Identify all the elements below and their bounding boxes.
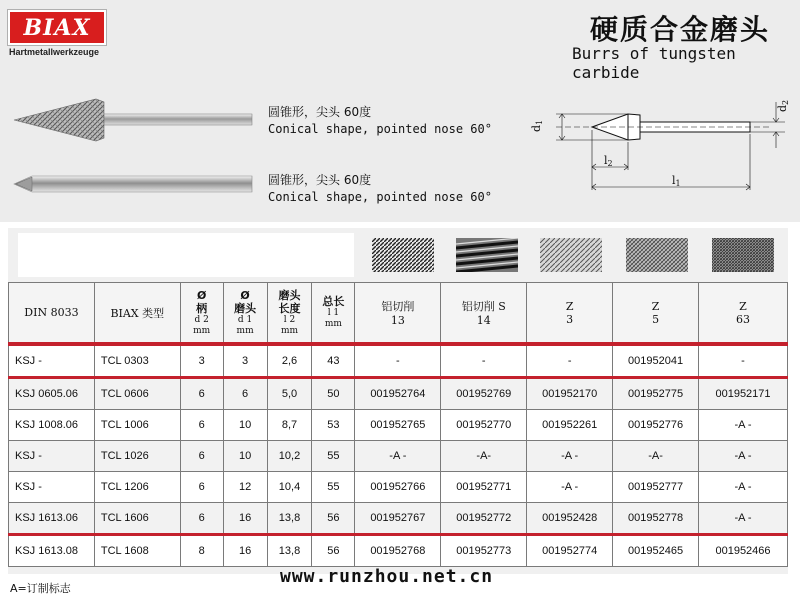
table-row <box>9 503 788 535</box>
col-z63: Z 63 <box>699 283 788 345</box>
table-cell: 10,2 <box>267 441 312 472</box>
product-table <box>8 282 788 567</box>
table-cell: 16 <box>223 535 267 567</box>
table-cell: 001952465 <box>613 535 699 567</box>
product-description-2 <box>268 172 492 206</box>
col-head-length: 磨头 长度 l 2 mm <box>267 283 312 345</box>
page-title-en: Burrs of tungsten carbide <box>572 44 736 82</box>
table-cell: 001952428 <box>527 503 613 535</box>
col-total-length: 总长 l 1 mm <box>312 283 355 345</box>
table-cell: 6 <box>180 472 223 503</box>
table-row <box>9 410 788 441</box>
table-cell: 16 <box>223 503 267 535</box>
table-cell: 001952767 <box>355 503 441 535</box>
col-biax-type: BIAX 类型 <box>94 283 180 345</box>
table-cell: -A - <box>699 410 788 441</box>
col-alu-13: 铝切削 13 <box>355 283 441 345</box>
svg-text:d1: d1 <box>530 119 544 132</box>
product-2-cn: 圆锥形，尖头 60度 <box>268 173 372 187</box>
cut-pattern-z3-icon <box>540 238 602 272</box>
table-cell: - <box>355 344 441 378</box>
burr-tool-image-1 <box>10 94 260 144</box>
table-cell: 3 <box>180 344 223 378</box>
cut-pattern-z63-icon <box>712 238 774 272</box>
table-cell: -A - <box>527 441 613 472</box>
table-cell: 001952777 <box>613 472 699 503</box>
table-cell: 001952770 <box>441 410 527 441</box>
table-cell: 3 <box>223 344 267 378</box>
table-cell: -A - <box>699 503 788 535</box>
table-cell: 001952766 <box>355 472 441 503</box>
burr-tool-image-2 <box>10 173 260 195</box>
table-row <box>9 535 788 567</box>
page-title-cn: 硬质合金磨头 <box>590 13 771 46</box>
col-alu-s-14: 铝切削 S 14 <box>441 283 527 345</box>
table-cell: TCL 0606 <box>94 378 180 410</box>
table-cell: 001952170 <box>527 378 613 410</box>
cut-pattern-z5-icon <box>626 238 688 272</box>
table-cell: -A - <box>355 441 441 472</box>
table-cell: KSJ - <box>9 344 95 378</box>
table-cell: KSJ - <box>9 441 95 472</box>
product-1-en: Conical shape, pointed nose 60° <box>268 122 492 136</box>
table-cell: KSJ 1008.06 <box>9 410 95 441</box>
col-head-diameter: Ø 磨头 d 1 mm <box>223 283 267 345</box>
table-cell: KSJ 0605.06 <box>9 378 95 410</box>
table-cell: 43 <box>312 344 355 378</box>
table-cell: 10 <box>223 441 267 472</box>
col-z5: Z 5 <box>613 283 699 345</box>
cut-pattern-13-icon <box>372 238 434 272</box>
product-1-cn: 圆锥形，尖头 60度 <box>268 105 372 119</box>
table-row <box>9 441 788 472</box>
table-cell: 001952773 <box>441 535 527 567</box>
table-cell: 6 <box>180 410 223 441</box>
website-url: www.runzhou.net.cn <box>280 566 494 587</box>
table-cell: 53 <box>312 410 355 441</box>
table-cell: 001952765 <box>355 410 441 441</box>
table-top-blank <box>18 233 354 277</box>
table-cell: 12 <box>223 472 267 503</box>
table-cell: 001952466 <box>699 535 788 567</box>
table-cell: 56 <box>312 503 355 535</box>
table-row <box>9 378 788 410</box>
table-cell: 001952171 <box>699 378 788 410</box>
table-cell: 2,6 <box>267 344 312 378</box>
table-cell: 13,8 <box>267 503 312 535</box>
table-cell: 001952771 <box>441 472 527 503</box>
table-header-row <box>9 283 788 345</box>
table-cell: TCL 0303 <box>94 344 180 378</box>
dimension-diagram <box>510 90 795 200</box>
table-cell: TCL 1006 <box>94 410 180 441</box>
table-cell: 8,7 <box>267 410 312 441</box>
table-cell: TCL 1206 <box>94 472 180 503</box>
table-cell: 56 <box>312 535 355 567</box>
table-cell: 001952774 <box>527 535 613 567</box>
table-cell: TCL 1606 <box>94 503 180 535</box>
table-cell: -A - <box>699 441 788 472</box>
table-cell: 6 <box>180 441 223 472</box>
table-row <box>9 344 788 378</box>
brand-subtitle: Hartmetallwerkzeuge <box>9 47 100 57</box>
table-cell: -A- <box>441 441 527 472</box>
cut-pattern-14-icon <box>456 238 518 272</box>
table-cell: 001952776 <box>613 410 699 441</box>
col-din: DIN 8033 <box>9 283 95 345</box>
table-cell: 5,0 <box>267 378 312 410</box>
footnote: A=订制标志 <box>10 582 71 595</box>
table-cell: -A - <box>699 472 788 503</box>
table-cell: 001952768 <box>355 535 441 567</box>
table-cell: -A - <box>527 472 613 503</box>
table-cell: 6 <box>180 503 223 535</box>
table-cell: 50 <box>312 378 355 410</box>
table-cell: KSJ - <box>9 472 95 503</box>
table-cell: 55 <box>312 441 355 472</box>
table-cell: 10,4 <box>267 472 312 503</box>
table-row <box>9 472 788 503</box>
table-cell: 001952769 <box>441 378 527 410</box>
table-cell: 13,8 <box>267 535 312 567</box>
table-cell: 6 <box>223 378 267 410</box>
product-2-en: Conical shape, pointed nose 60° <box>268 190 492 204</box>
svg-text:l2: l2 <box>604 154 613 168</box>
table-cell: TCL 1608 <box>94 535 180 567</box>
table-cell: KSJ 1613.08 <box>9 535 95 567</box>
table-cell: - <box>441 344 527 378</box>
table-cell: 001952778 <box>613 503 699 535</box>
table-cell: TCL 1026 <box>94 441 180 472</box>
col-z3: Z 3 <box>527 283 613 345</box>
table-cell: - <box>699 344 788 378</box>
table-cell: 6 <box>180 378 223 410</box>
table-cell: 8 <box>180 535 223 567</box>
svg-text:l1: l1 <box>672 174 681 188</box>
table-cell: 001952775 <box>613 378 699 410</box>
table-cell: 001952041 <box>613 344 699 378</box>
table-cell: 001952261 <box>527 410 613 441</box>
biax-logo: BIAX <box>8 10 106 45</box>
table-cell: KSJ 1613.06 <box>9 503 95 535</box>
table-cell: 001952764 <box>355 378 441 410</box>
table-cell: -A- <box>613 441 699 472</box>
table-cell: - <box>527 344 613 378</box>
table-cell: 55 <box>312 472 355 503</box>
product-description-1 <box>268 104 492 138</box>
table-cell: 001952772 <box>441 503 527 535</box>
svg-text:d2: d2 <box>776 99 790 112</box>
col-shank-diameter: Ø 柄 d 2 mm <box>180 283 223 345</box>
table-cell: 10 <box>223 410 267 441</box>
